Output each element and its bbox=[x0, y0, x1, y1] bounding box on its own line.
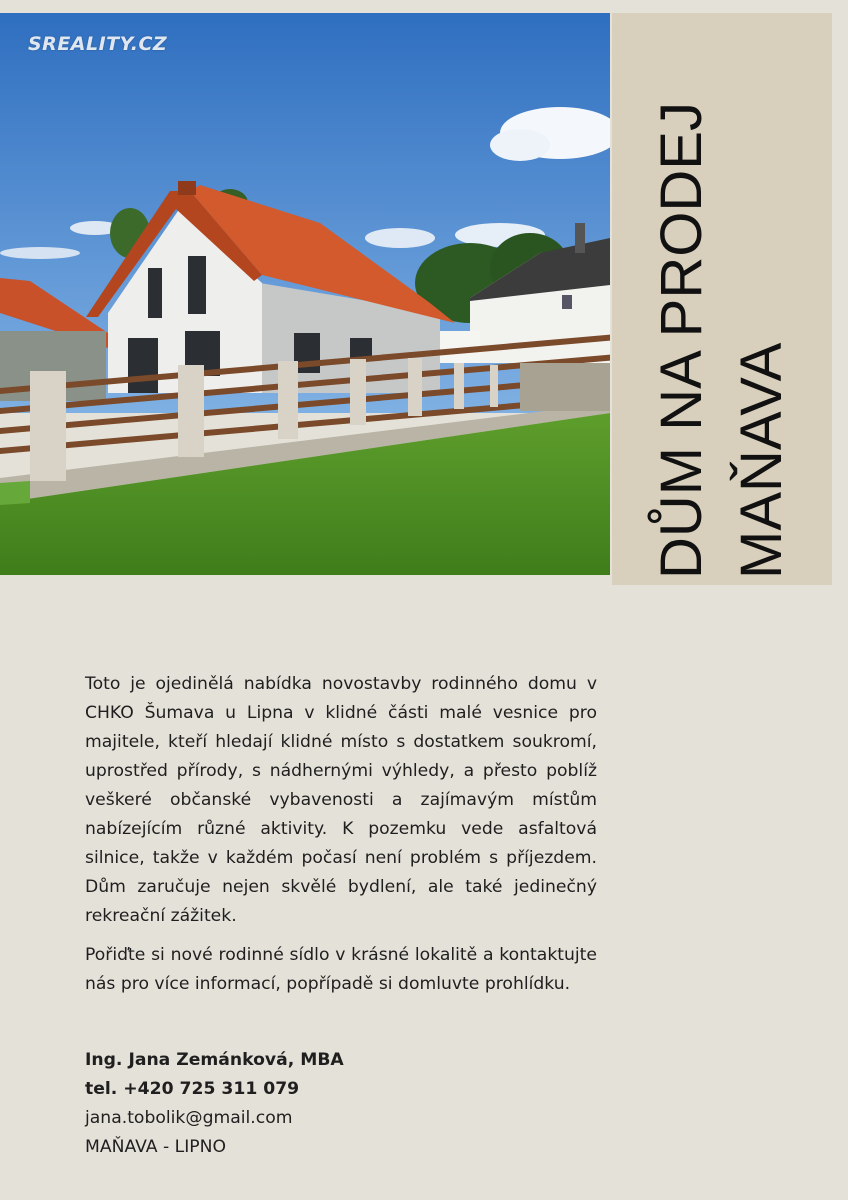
page-title bbox=[642, 19, 802, 579]
description bbox=[85, 670, 597, 1009]
watermark-logo: SREALITY.CZ bbox=[28, 33, 168, 55]
contact-email[interactable]: jana.tobolik@gmail.com bbox=[85, 1108, 293, 1128]
house-photo bbox=[0, 13, 610, 575]
contact-phone[interactable]: tel. +420 725 311 079 bbox=[85, 1079, 300, 1099]
contact-name: Ing. Jana Zemánková, MBA bbox=[85, 1050, 344, 1070]
title-panel bbox=[612, 13, 832, 585]
contact-block bbox=[85, 1046, 485, 1162]
title-line-1: DŮM NA PRODEJ bbox=[649, 102, 714, 579]
contact-location: MAŇAVA - LIPNO bbox=[85, 1137, 227, 1157]
description-paragraph-1: Toto je ojedinělá nabídka novostavby rodinného domu v CHKO Šumava u Lipna v klidné části malé vesnice pro majitele, kteří hledají klidné místo s dostatkem soukromí, uprostřed přírody, s nádhernými výhledy, a přesto poblíž veškeré občanské vybavenosti a zajímavým místům nabízejícím různé aktivity. K pozemku vede asfaltová silnice, takže v každém počasí není problém s příjezdem. Dům zaručuje nejen skvělé bydlení, ale také jedinečný rekreační zážitek. bbox=[85, 674, 597, 926]
house-illustration bbox=[0, 13, 610, 575]
description-paragraph-2: Pořiďte si nové rodinné sídlo v krásné lokalitě a kontaktujte nás pro více informací, popřípadě si domluvte prohlídku. bbox=[85, 945, 597, 994]
title-line-2: MAŇAVA bbox=[729, 342, 794, 579]
